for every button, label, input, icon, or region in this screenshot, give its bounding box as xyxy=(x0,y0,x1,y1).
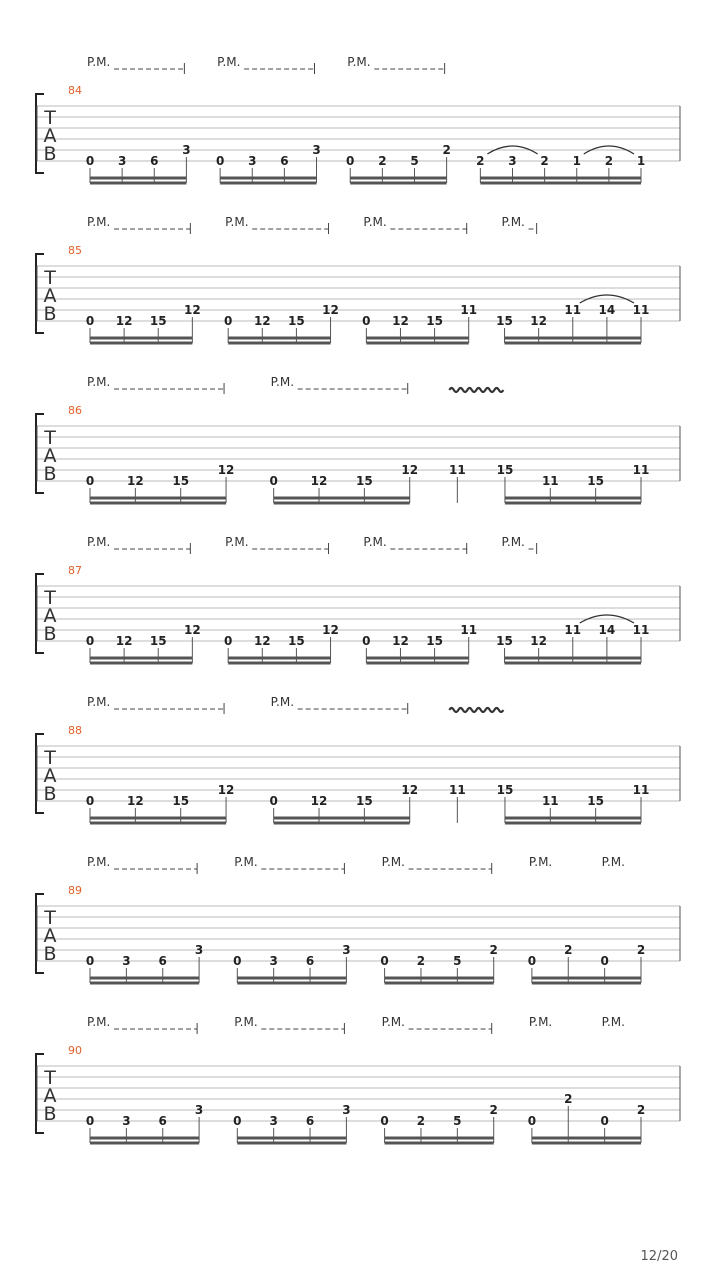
tab-clef-letter: T xyxy=(44,747,56,769)
fret-number: 1 xyxy=(572,154,581,168)
tab-system xyxy=(36,55,680,185)
fret-number: 6 xyxy=(158,1114,167,1128)
beam xyxy=(220,177,316,180)
palm-mute-label: P.M. xyxy=(381,855,405,869)
fret-number: 0 xyxy=(269,794,278,808)
fret-number: 3 xyxy=(248,154,257,168)
palm-mute-label: P.M. xyxy=(217,55,241,69)
palm-mute-label: P.M. xyxy=(87,215,111,229)
fret-number: 15 xyxy=(149,314,167,328)
palm-mute-label: P.M. xyxy=(225,535,249,549)
beam xyxy=(90,177,186,180)
fret-number: 2 xyxy=(442,143,451,157)
palm-mute-label: P.M. xyxy=(363,535,387,549)
beam xyxy=(90,337,192,340)
fret-number: 11 xyxy=(632,623,650,637)
beam xyxy=(505,822,641,825)
fret-number: 0 xyxy=(380,1114,389,1128)
palm-mute-label: P.M. xyxy=(501,535,525,549)
fret-number: 0 xyxy=(215,154,225,168)
fret-number: 3 xyxy=(194,1103,204,1117)
fret-number: 0 xyxy=(85,474,95,488)
fret-number: 0 xyxy=(85,1114,95,1128)
fret-number: 2 xyxy=(540,154,549,168)
beam xyxy=(385,1137,494,1140)
beam xyxy=(366,342,468,345)
tab-clef-letter: B xyxy=(43,623,57,645)
fret-number: 12 xyxy=(322,623,339,637)
tab-clef-letter: A xyxy=(43,125,57,147)
measure-number: 89 xyxy=(68,884,82,897)
tab-clef-letter: T xyxy=(44,907,56,929)
beam xyxy=(505,337,641,340)
palm-mute-label: P.M. xyxy=(234,855,258,869)
palm-mute-label: P.M. xyxy=(270,695,295,709)
tab-system xyxy=(36,695,680,825)
tab-clef-letter: A xyxy=(43,445,57,467)
fret-number: 2 xyxy=(564,1092,573,1106)
beam xyxy=(505,497,641,500)
beam xyxy=(366,337,468,340)
fret-number: 15 xyxy=(356,474,373,488)
beam xyxy=(385,977,494,980)
fret-number: 2 xyxy=(489,943,498,957)
fret-number: 14 xyxy=(598,303,616,317)
fret-number: 12 xyxy=(253,634,271,648)
tab-clef-letter: T xyxy=(44,587,56,609)
fret-number: 15 xyxy=(288,634,305,648)
beam xyxy=(274,497,410,500)
fret-number: 0 xyxy=(362,634,371,648)
vibrato-mark xyxy=(449,388,503,392)
tab-clef-letter: A xyxy=(43,765,57,787)
tab-clef-letter: B xyxy=(43,303,57,325)
fret-number: 0 xyxy=(600,954,609,968)
fret-number: 0 xyxy=(85,794,95,808)
beam xyxy=(220,182,316,185)
fret-number: 3 xyxy=(122,954,131,968)
beam xyxy=(274,502,410,505)
fret-number: 6 xyxy=(305,1114,315,1128)
beam xyxy=(505,662,641,665)
tab-system xyxy=(36,215,680,345)
tab-system xyxy=(36,1015,680,1145)
fret-number: 0 xyxy=(85,154,95,168)
beam xyxy=(274,822,410,825)
fret-number: 15 xyxy=(426,314,443,328)
fret-number: 15 xyxy=(496,783,514,797)
beam xyxy=(237,982,346,985)
fret-number: 12 xyxy=(126,474,144,488)
measure-number: 85 xyxy=(68,244,82,257)
beam xyxy=(505,817,641,820)
beam xyxy=(366,662,468,665)
beam xyxy=(90,822,226,825)
fret-number: 5 xyxy=(453,954,462,968)
tab-clef-letter: B xyxy=(43,1103,57,1125)
palm-mute-label: P.M. xyxy=(87,375,111,389)
tab-system xyxy=(36,375,680,505)
fret-number: 3 xyxy=(342,1103,351,1117)
fret-number: 11 xyxy=(460,623,478,637)
fret-number: 3 xyxy=(182,143,191,157)
fret-number: 11 xyxy=(632,303,650,317)
vibrato-mark xyxy=(449,708,503,712)
fret-number: 6 xyxy=(280,154,289,168)
tab-clef-letter: A xyxy=(43,925,57,947)
tab-system xyxy=(36,535,680,665)
beam xyxy=(90,982,199,985)
fret-number: 11 xyxy=(564,303,582,317)
fret-number: 2 xyxy=(489,1103,498,1117)
fret-number: 11 xyxy=(632,463,650,477)
beam xyxy=(480,182,641,185)
fret-number: 12 xyxy=(322,303,339,317)
fret-number: 15 xyxy=(426,634,443,648)
palm-mute-label: P.M. xyxy=(601,1015,625,1029)
fret-number: 3 xyxy=(508,154,517,168)
fret-number: 2 xyxy=(636,943,646,957)
tab-system xyxy=(36,855,680,985)
beam xyxy=(532,982,641,985)
fret-number: 2 xyxy=(378,154,387,168)
palm-mute-label: P.M. xyxy=(528,1015,553,1029)
fret-number: 15 xyxy=(587,474,605,488)
fret-number: 2 xyxy=(604,154,614,168)
beam xyxy=(480,177,641,180)
fret-number: 12 xyxy=(310,794,328,808)
beam xyxy=(90,662,192,665)
tab-clef-letter: T xyxy=(44,1067,56,1089)
fret-number: 15 xyxy=(496,314,513,328)
fret-number: 0 xyxy=(223,314,233,328)
fret-number: 3 xyxy=(269,954,278,968)
fret-number: 12 xyxy=(184,623,201,637)
beam xyxy=(532,1137,641,1140)
palm-mute-label: P.M. xyxy=(501,215,525,229)
fret-number: 12 xyxy=(530,314,547,328)
palm-mute-label: P.M. xyxy=(225,215,249,229)
beam xyxy=(385,982,494,985)
fret-number: 0 xyxy=(527,1114,537,1128)
palm-mute-label: P.M. xyxy=(347,55,371,69)
beam xyxy=(90,497,226,500)
fret-number: 1 xyxy=(636,154,646,168)
beam xyxy=(532,977,641,980)
palm-mute-label: P.M. xyxy=(87,55,111,69)
fret-number: 3 xyxy=(194,943,204,957)
palm-mute-label: P.M. xyxy=(363,215,387,229)
fret-number: 12 xyxy=(530,634,547,648)
fret-number: 12 xyxy=(392,634,409,648)
fret-number: 0 xyxy=(269,474,278,488)
fret-number: 11 xyxy=(541,474,559,488)
tab-clef-letter: T xyxy=(44,427,56,449)
beam xyxy=(274,817,410,820)
beam xyxy=(505,342,641,345)
fret-number: 2 xyxy=(564,943,573,957)
beam xyxy=(237,1137,346,1140)
beam xyxy=(228,337,330,340)
beam xyxy=(237,1142,346,1145)
beam xyxy=(90,182,186,185)
fret-number: 0 xyxy=(527,954,537,968)
fret-number: 12 xyxy=(126,794,144,808)
beam xyxy=(90,657,192,660)
fret-number: 11 xyxy=(541,794,559,808)
fret-number: 12 xyxy=(115,314,133,328)
beam xyxy=(350,177,446,180)
fret-number: 12 xyxy=(401,783,419,797)
beam xyxy=(90,817,226,820)
fret-number: 12 xyxy=(184,303,201,317)
fret-number: 12 xyxy=(115,634,133,648)
measure-number: 84 xyxy=(68,84,82,97)
beam xyxy=(505,657,641,660)
fret-number: 15 xyxy=(149,634,167,648)
palm-mute-label: P.M. xyxy=(528,855,553,869)
fret-number: 0 xyxy=(600,1114,609,1128)
fret-number: 3 xyxy=(269,1114,278,1128)
palm-mute-label: P.M. xyxy=(601,855,625,869)
beam xyxy=(90,502,226,505)
fret-number: 15 xyxy=(356,794,373,808)
beam xyxy=(228,662,330,665)
tab-clef-letter: A xyxy=(43,1085,57,1107)
tab-clef-letter: A xyxy=(43,605,57,627)
fret-number: 6 xyxy=(150,154,159,168)
fret-number: 15 xyxy=(496,463,514,477)
fret-number: 14 xyxy=(598,623,616,637)
fret-number: 3 xyxy=(117,154,127,168)
measure-number: 90 xyxy=(68,1044,82,1057)
fret-number: 11 xyxy=(460,303,478,317)
beam xyxy=(532,1142,641,1145)
fret-number: 12 xyxy=(217,463,235,477)
fret-number: 11 xyxy=(448,463,466,477)
fret-number: 0 xyxy=(223,634,233,648)
palm-mute-label: P.M. xyxy=(87,695,111,709)
measure-number: 86 xyxy=(68,404,82,417)
palm-mute-label: P.M. xyxy=(381,1015,405,1029)
tab-clef-letter: T xyxy=(44,267,56,289)
fret-number: 15 xyxy=(172,794,190,808)
fret-number: 0 xyxy=(233,954,242,968)
measure-number: 88 xyxy=(68,724,82,737)
beam xyxy=(237,977,346,980)
fret-number: 0 xyxy=(85,954,95,968)
beam xyxy=(90,1137,199,1140)
beam xyxy=(505,502,641,505)
beam xyxy=(90,1142,199,1145)
fret-number: 11 xyxy=(564,623,582,637)
fret-number: 0 xyxy=(85,314,95,328)
fret-number: 12 xyxy=(401,463,419,477)
fret-number: 6 xyxy=(158,954,167,968)
fret-number: 15 xyxy=(288,314,305,328)
fret-number: 12 xyxy=(392,314,409,328)
fret-number: 11 xyxy=(448,783,466,797)
fret-number: 12 xyxy=(217,783,235,797)
beam xyxy=(90,342,192,345)
fret-number: 3 xyxy=(342,943,351,957)
palm-mute-label: P.M. xyxy=(87,1015,111,1029)
palm-mute-label: P.M. xyxy=(87,535,111,549)
fret-number: 0 xyxy=(380,954,389,968)
fret-number: 12 xyxy=(310,474,328,488)
fret-number: 0 xyxy=(233,1114,242,1128)
fret-number: 2 xyxy=(636,1103,646,1117)
tab-clef-letter: B xyxy=(43,783,57,805)
tab-clef-letter: A xyxy=(43,285,57,307)
fret-number: 11 xyxy=(632,783,650,797)
fret-number: 6 xyxy=(305,954,315,968)
beam xyxy=(90,977,199,980)
fret-number: 12 xyxy=(253,314,271,328)
beam xyxy=(366,657,468,660)
fret-number: 2 xyxy=(416,1114,426,1128)
palm-mute-label: P.M. xyxy=(87,855,111,869)
fret-number: 0 xyxy=(346,154,355,168)
measure-number: 87 xyxy=(68,564,82,577)
fret-number: 2 xyxy=(476,154,485,168)
page-number: 12/20 xyxy=(640,1249,678,1264)
fret-number: 0 xyxy=(362,314,371,328)
beam xyxy=(228,657,330,660)
tab-clef-letter: T xyxy=(44,107,56,129)
beam xyxy=(350,182,446,185)
tab-clef-letter: B xyxy=(43,143,57,165)
tab-clef-letter: B xyxy=(43,943,57,965)
fret-number: 3 xyxy=(122,1114,131,1128)
beam xyxy=(228,342,330,345)
fret-number: 5 xyxy=(410,154,419,168)
palm-mute-label: P.M. xyxy=(234,1015,258,1029)
beam xyxy=(385,1142,494,1145)
fret-number: 15 xyxy=(172,474,190,488)
palm-mute-label: P.M. xyxy=(270,375,295,389)
fret-number: 15 xyxy=(496,634,513,648)
fret-number: 0 xyxy=(85,634,95,648)
fret-number: 2 xyxy=(416,954,426,968)
fret-number: 15 xyxy=(587,794,605,808)
fret-number: 5 xyxy=(453,1114,462,1128)
fret-number: 3 xyxy=(312,143,321,157)
tab-clef-letter: B xyxy=(43,463,57,485)
